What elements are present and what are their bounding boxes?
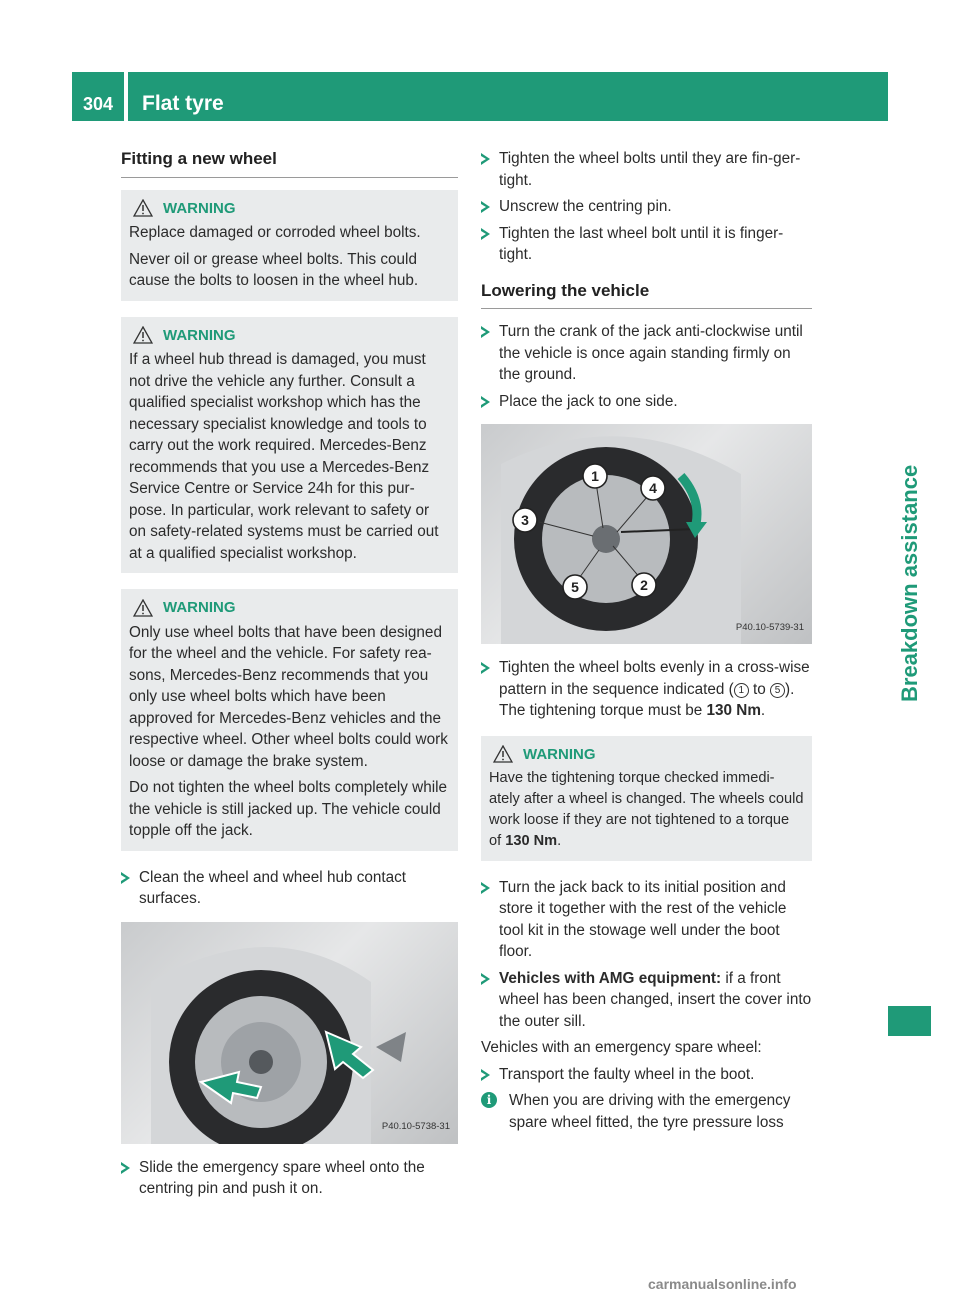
section-label: Breakdown assistance (897, 464, 922, 702)
left-column (121, 148, 458, 1205)
warning-label: WARNING (163, 599, 236, 616)
figure-code: P40.10-5738-31 (381, 1121, 450, 1132)
bolt-label-text: 2 (640, 577, 648, 593)
instruction-step (481, 968, 812, 1033)
step-text: Tighten the last wheel bolt until it is finger-tight. (499, 224, 784, 263)
instruction-step (481, 877, 812, 963)
warning-box (121, 589, 458, 851)
bolt-label-text: 3 (521, 512, 529, 528)
bolt-label-1 (583, 464, 607, 488)
section-heading-fitting: Fitting a new wheel (121, 148, 458, 178)
spare-wheel-illustration (121, 922, 458, 1144)
step-arrow-icon (481, 153, 490, 165)
warning-box (121, 190, 458, 301)
step-arrow-icon (481, 882, 490, 894)
watermark: carmanualsonline.info (648, 1276, 797, 1292)
step-arrow-icon (121, 872, 130, 884)
warning-text: Do not tighten the wheel bolts completely while the vehicle is still jacked up. The vehicle could topple off the jack. (129, 779, 448, 839)
page-title: Flat tyre (128, 72, 888, 121)
instruction-step: Tighten the wheel bolts evenly in a cross-wise pattern in the sequence indicated ( 1 to 5 ). The tightening torque must be 130 Nm. (481, 657, 812, 722)
page-number: 304 (72, 72, 124, 121)
instruction-step (121, 867, 458, 910)
right-column (481, 148, 812, 1133)
info-note (481, 1090, 812, 1133)
callout-5-icon: 5 (770, 683, 785, 698)
instruction-step (121, 1157, 458, 1200)
step-text: Tighten the wheel bolts evenly in a cross-wise pattern in the sequence indicated ( (499, 659, 810, 698)
info-icon: i (481, 1092, 497, 1108)
info-text: When you are driving with the emergency spare wheel fitted, the tyre pressure loss (509, 1092, 791, 1131)
instruction-step (481, 1064, 812, 1086)
step-text: ). The tightening torque must be (499, 680, 795, 719)
warning-triangle-icon (133, 199, 153, 217)
step-text: Transport the faulty wheel in the boot. (499, 1065, 755, 1083)
step-text-to: to (752, 680, 766, 698)
step-text: Unscrew the centring pin. (499, 198, 672, 215)
instruction-step (481, 391, 812, 413)
page-header (72, 72, 888, 121)
step-arrow-icon (481, 1069, 490, 1081)
step-arrow-icon (481, 396, 490, 408)
bolt-label-2 (632, 573, 656, 597)
section-heading-lowering: Lowering the vehicle (481, 280, 812, 310)
wheel-illustration-2 (481, 424, 812, 644)
bolt-label-text: 4 (649, 480, 657, 496)
step-text: Turn the jack back to its initial position and store it together with the rest of the vehicle tool kit in the stowage well under the boot floor. (499, 878, 787, 960)
instruction-step (481, 148, 812, 191)
step-text: Turn the crank of the jack anti-clockwise until the vehicle is once again standing firmly on the ground. (499, 323, 803, 383)
warning-text: Never oil or grease wheel bolts. This could cause the bolts to loosen in the wheel hub. (129, 250, 419, 289)
callout-1-icon: 1 (734, 683, 749, 698)
emergency-intro: Vehicles with an emergency spare wheel: (481, 1039, 762, 1056)
step-arrow-icon (481, 228, 490, 240)
thumb-index-tab (888, 1006, 931, 1036)
figure-code: P40.10-5739-31 (735, 621, 804, 633)
bolt-label-5 (563, 575, 587, 599)
warning-box: WARNING Have the tightening torque checked immedi-ately after a wheel is changed. The wheels could work loose if they are not tightened to a torque of 130 Nm. (481, 736, 812, 861)
warning-triangle-icon (133, 326, 153, 344)
step-arrow-icon (481, 326, 490, 338)
warning-label: WARNING (163, 326, 236, 344)
step-arrow-icon (481, 201, 490, 213)
warning-label: WARNING (163, 199, 236, 217)
bolt-label-3 (513, 508, 537, 532)
instruction-step (481, 321, 812, 386)
step-arrow-icon (481, 973, 490, 985)
step-arrow-icon (121, 1162, 130, 1174)
step-text: Clean the wheel and wheel hub contact surfaces. (139, 868, 407, 907)
wheel-illustration-1 (121, 922, 458, 1144)
instruction-step (481, 223, 812, 266)
step-text: Place the jack to one side. (499, 392, 678, 410)
instruction-step (481, 196, 812, 218)
step-text: if a front wheel has been changed, insert the cover into the outer sill. (499, 969, 812, 1030)
warning-torque: 130 Nm (505, 832, 558, 849)
bolt-label-text: 1 (591, 468, 599, 484)
torque-value: 130 Nm (706, 702, 761, 719)
warning-text: Have the tightening torque checked immedi-ately after a wheel is changed. The wheels could work loose if they are not tightened to a torque of (489, 769, 804, 849)
bolt-label-text: 5 (571, 579, 579, 595)
bolt-sequence-illustration (481, 424, 812, 644)
warning-box (121, 317, 458, 574)
step-text: Slide the emergency spare wheel onto the centring pin and push it on. (139, 1158, 425, 1197)
bolt-label-4 (641, 476, 665, 500)
section-sidebar (888, 72, 931, 702)
warning-triangle-icon (133, 599, 153, 617)
warning-text: Replace damaged or corroded wheel bolts. (129, 224, 421, 241)
step-text: Tighten the wheel bolts until they are fin-ger-tight. (499, 150, 801, 189)
warning-label: WARNING (523, 745, 596, 763)
warning-triangle-icon (493, 745, 513, 763)
warning-text: Only use wheel bolts that have been designed for the wheel and the vehicle. For safety rea-sons, Mercedes-Benz recommends that you only use wheel bolts which have been approved for Mercedes-Benz vehicles and the respective wheel. Other wheel bolts could work loose or damage the brake system. (129, 623, 448, 770)
warning-text: If a wheel hub thread is damaged, you must not drive the vehicle any further. Consult a qualified specialist workshop which has the necessary specialist knowledge and tools to carry out the work required. Mercedes-Benz recommends that you use a Mercedes-Benz Service Centre or Service 24h for this pur-pose. In particular, work relevant to safety or on safety-related systems must be carried out at a qualified specialist workshop. (129, 351, 439, 562)
amg-label: Vehicles with AMG equipment: (499, 969, 722, 987)
step-arrow-icon (481, 662, 490, 674)
